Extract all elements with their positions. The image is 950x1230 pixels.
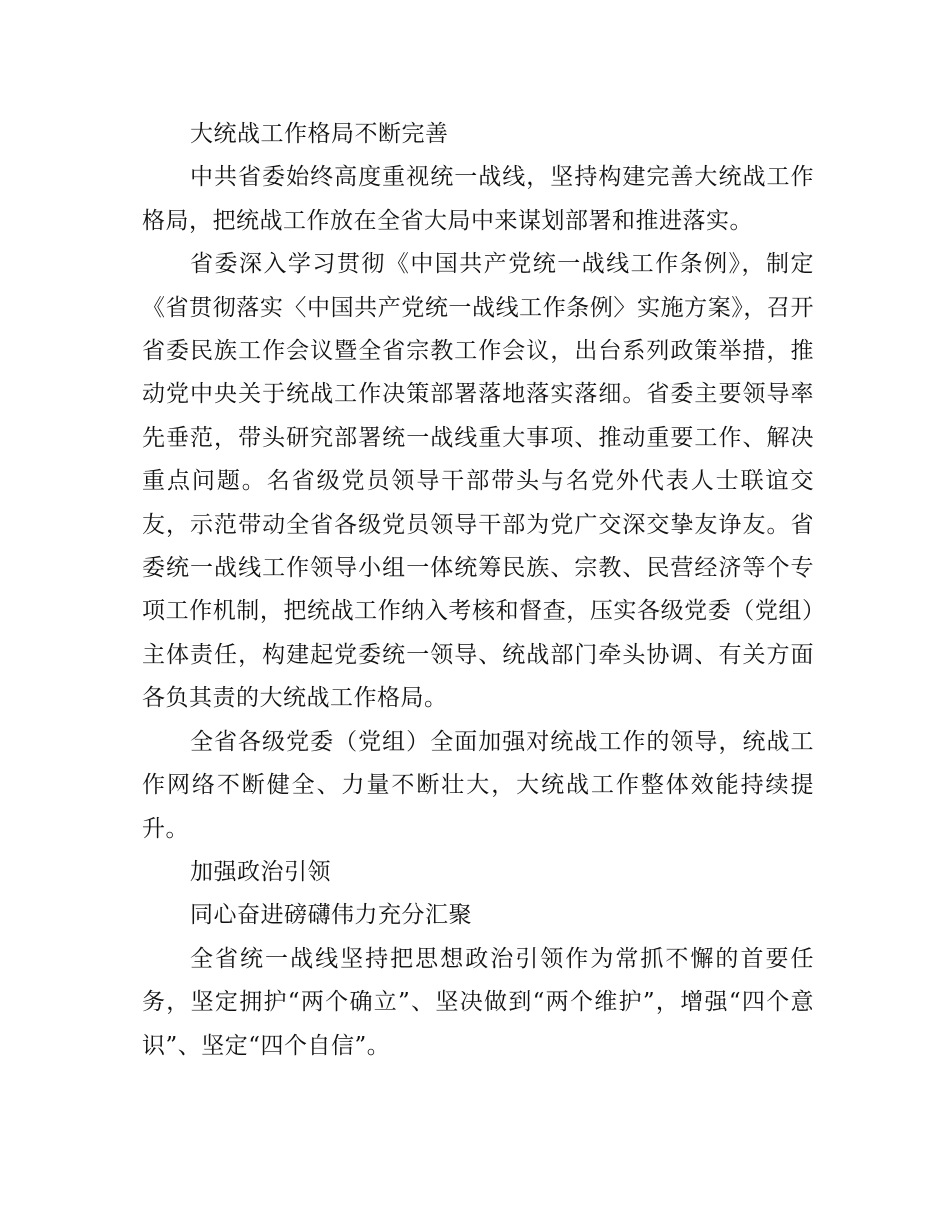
paragraph-ideological-guidance: 全省统一战线坚持把思想政治引领作为常抓不懈的首要任务，坚定拥护“两个确立”、坚决做到“两个维护”，增强“四个意识”、坚定“四个自信”。 — [142, 945, 814, 1059]
paragraph-regulations-implementation: 省委深入学习贯彻《中国共产党统一战线工作条例》，制定《省贯彻落实〈中国共产党统一战线工作条例〉实施方案》，召开省委民族工作会议暨全省宗教工作会议，出台系列政策举措，推动党中央关于统战工作决策部署落地落实落细。省委主要领导率先垂范，带头研究部署统一战线重大事项、推动重要工作、解决重点问题。名省级党员领导干部带头与名党外代表人士联谊交友，示范带动全省各级党员领导干部为党广交深交挚友诤友。省委统一战线工作领导小组一体统筹民族、宗教、民营经济等个专项工作机制，把统战工作纳入考核和督查，压实各级党委（党组）主体责任，构建起党委统一领导、统战部门牵头协调、有关方面各负其责的大统战工作格局。 — [142, 251, 814, 712]
section-heading-united-front-pattern: 大统战工作格局不断完善 — [190, 121, 449, 147]
document-body — [142, 113, 814, 1068]
paragraph-provincial-committee: 中共省委始终高度重视统一战线，坚持构建完善大统战工作格局，把统战工作放在全省大局中来谋划部署和推进落实。 — [142, 164, 814, 234]
section-subheading-united-effort: 同心奋进磅礴伟力充分汇聚 — [190, 902, 472, 929]
paragraph-party-committees: 全省各级党委（党组）全面加强对统战工作的领导，统战工作网络不断健全、力量不断壮大，大统战工作整体效能持续提升。 — [142, 728, 814, 842]
section-heading-political-guidance: 加强政治引领 — [190, 858, 331, 885]
